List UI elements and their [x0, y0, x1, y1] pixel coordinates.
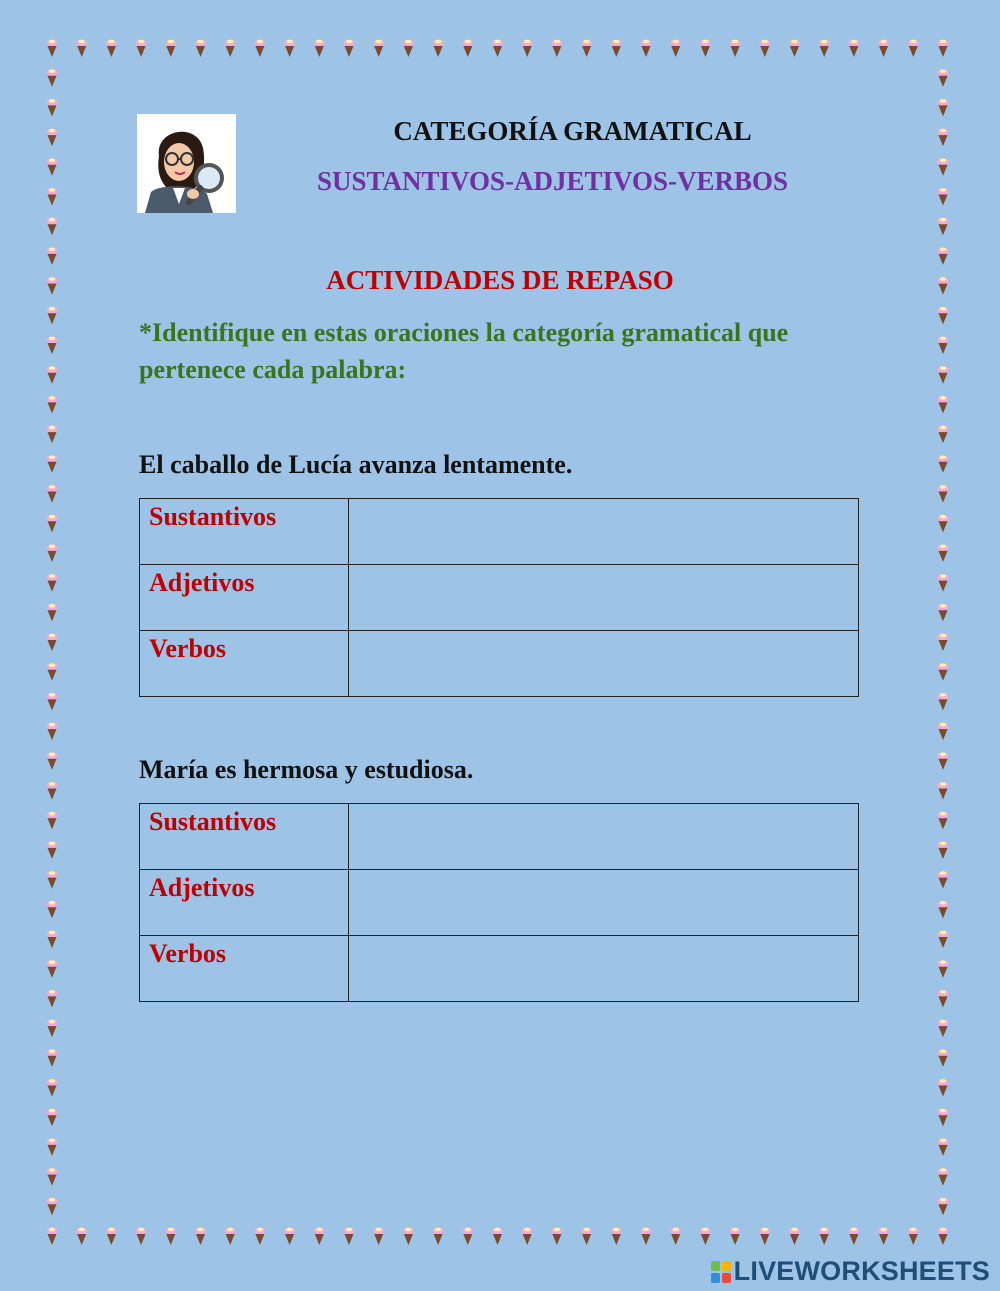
ice-cream-cone-icon [938, 812, 949, 830]
ice-cream-cone-icon [314, 1227, 325, 1245]
category-label: Adjetivos [149, 873, 255, 902]
ice-cream-cone-icon [938, 782, 949, 800]
ice-cream-cone-icon [47, 752, 58, 770]
nouns-answer-field[interactable] [349, 804, 859, 870]
ice-cream-cone-icon [165, 1227, 176, 1245]
exercise-2-table [139, 803, 859, 1002]
ice-cream-cone-icon [819, 39, 830, 57]
ice-cream-cone-icon [47, 158, 58, 176]
ice-cream-cone-icon [47, 544, 58, 562]
ice-cream-cone-icon [938, 1227, 949, 1245]
category-label: Sustantivos [149, 807, 277, 836]
ice-cream-cone-icon [938, 366, 949, 384]
ice-cream-cone-icon [581, 1227, 592, 1245]
ice-cream-cone-icon [47, 99, 58, 117]
ice-cream-cone-icon [47, 1198, 58, 1216]
ice-cream-cone-icon [47, 1138, 58, 1156]
ice-cream-cone-icon [938, 1049, 949, 1067]
ice-cream-cone-icon [938, 426, 949, 444]
category-label: Verbos [149, 634, 227, 663]
ice-cream-cone-icon [195, 1227, 206, 1245]
ice-cream-cone-icon [819, 1227, 830, 1245]
ice-cream-cone-icon [938, 39, 949, 57]
ice-cream-cone-icon [462, 1227, 473, 1245]
ice-cream-cone-icon [492, 1227, 503, 1245]
ice-cream-cone-icon [730, 1227, 741, 1245]
ice-cream-cone-icon [938, 633, 949, 651]
ice-cream-cone-icon [314, 39, 325, 57]
ice-cream-cone-icon [522, 1227, 533, 1245]
ice-cream-cone-icon [47, 990, 58, 1008]
ice-cream-cone-icon [47, 39, 58, 57]
ice-cream-cone-icon [106, 39, 117, 57]
ice-cream-cone-icon [938, 871, 949, 889]
ice-cream-cone-icon [938, 1168, 949, 1186]
ice-cream-cone-icon [47, 485, 58, 503]
adjectives-answer-field[interactable] [349, 565, 859, 631]
ice-cream-cone-icon [938, 1079, 949, 1097]
ice-cream-cone-icon [938, 663, 949, 681]
page-subtitle: SUSTANTIVOS-ADJETIVOS-VERBOS [316, 166, 789, 196]
ice-cream-cone-icon [373, 39, 384, 57]
ice-cream-cone-icon [47, 782, 58, 800]
ice-cream-cone-icon [938, 158, 949, 176]
ice-cream-cone-icon [225, 39, 236, 57]
ice-cream-cone-icon [551, 39, 562, 57]
ice-cream-cone-icon [938, 515, 949, 533]
ice-cream-cone-icon [908, 39, 919, 57]
ice-cream-cone-icon [878, 1227, 889, 1245]
ice-cream-cone-icon [938, 1020, 949, 1038]
verbs-answer-field[interactable] [349, 631, 859, 697]
ice-cream-cone-icon [47, 1227, 58, 1245]
ice-cream-cone-icon [938, 129, 949, 147]
ice-cream-cone-icon [938, 544, 949, 562]
category-label-cell [140, 499, 349, 565]
ice-cream-cone-icon [47, 812, 58, 830]
table-row [140, 870, 859, 936]
page-title: CATEGORÍA GRAMATICAL [393, 116, 752, 146]
ice-cream-cone-icon [938, 1198, 949, 1216]
ice-cream-cone-icon [938, 218, 949, 236]
ice-cream-cone-icon [581, 39, 592, 57]
ice-cream-cone-icon [47, 366, 58, 384]
activity-heading: ACTIVIDADES DE REPASO [326, 265, 674, 295]
ice-cream-cone-icon [47, 188, 58, 206]
ice-cream-cone-icon [284, 39, 295, 57]
ice-cream-cone-icon [462, 39, 473, 57]
ice-cream-cone-icon [47, 426, 58, 444]
ice-cream-cone-icon [611, 39, 622, 57]
ice-cream-cone-icon [47, 930, 58, 948]
ice-cream-cone-icon [254, 1227, 265, 1245]
ice-cream-cone-icon [344, 39, 355, 57]
teacher-avatar-icon [137, 114, 236, 213]
adjectives-answer-field[interactable] [349, 870, 859, 936]
ice-cream-cone-icon [106, 1227, 117, 1245]
ice-cream-cone-icon [47, 1109, 58, 1127]
ice-cream-cone-icon [789, 1227, 800, 1245]
ice-cream-cone-icon [700, 1227, 711, 1245]
ice-cream-cone-icon [938, 455, 949, 473]
ice-cream-cone-icon [373, 1227, 384, 1245]
ice-cream-cone-icon [730, 39, 741, 57]
ice-cream-cone-icon [908, 1227, 919, 1245]
ice-cream-cone-icon [700, 39, 711, 57]
ice-cream-cone-icon [789, 39, 800, 57]
exercise-1-sentence: El caballo de Lucía avanza lentamente. [139, 450, 573, 479]
ice-cream-cone-icon [611, 1227, 622, 1245]
ice-cream-cone-icon [522, 39, 533, 57]
ice-cream-cone-icon [938, 1109, 949, 1127]
ice-cream-cone-icon [938, 485, 949, 503]
ice-cream-cone-icon [165, 39, 176, 57]
ice-cream-cone-icon [195, 39, 206, 57]
ice-cream-cone-icon [641, 1227, 652, 1245]
ice-cream-cone-icon [641, 39, 652, 57]
table-row [140, 804, 859, 870]
ice-cream-cone-icon [136, 39, 147, 57]
ice-cream-cone-icon [938, 841, 949, 859]
ice-cream-cone-icon [938, 396, 949, 414]
table-row [140, 499, 859, 565]
exercise-1-table [139, 498, 859, 697]
ice-cream-cone-icon [76, 1227, 87, 1245]
ice-cream-cone-icon [938, 990, 949, 1008]
category-label: Verbos [149, 939, 227, 968]
table-row [140, 936, 859, 1002]
ice-cream-cone-icon [47, 574, 58, 592]
category-label-cell [140, 870, 349, 936]
liveworksheets-logo-icon [711, 1261, 731, 1283]
ice-cream-cone-icon [225, 1227, 236, 1245]
ice-cream-cone-icon [938, 307, 949, 325]
ice-cream-cone-icon [938, 960, 949, 978]
ice-cream-cone-icon [938, 1138, 949, 1156]
ice-cream-cone-icon [492, 39, 503, 57]
category-label-cell [140, 936, 349, 1002]
ice-cream-cone-icon [403, 39, 414, 57]
ice-cream-cone-icon [551, 1227, 562, 1245]
ice-cream-cone-icon [47, 307, 58, 325]
nouns-answer-field[interactable] [349, 499, 859, 565]
watermark-text: LIVEWORKSHEETS [733, 1256, 990, 1286]
ice-cream-cone-icon [47, 1168, 58, 1186]
ice-cream-cone-icon [938, 69, 949, 87]
ice-cream-cone-icon [938, 188, 949, 206]
ice-cream-cone-icon [47, 1079, 58, 1097]
ice-cream-cone-icon [47, 960, 58, 978]
category-label: Sustantivos [149, 502, 277, 531]
ice-cream-cone-icon [47, 396, 58, 414]
ice-cream-cone-icon [47, 871, 58, 889]
ice-cream-cone-icon [47, 901, 58, 919]
ice-cream-cone-icon [433, 1227, 444, 1245]
ice-cream-cone-icon [47, 1049, 58, 1067]
table-row [140, 631, 859, 697]
ice-cream-cone-icon [47, 69, 58, 87]
ice-cream-cone-icon [344, 1227, 355, 1245]
ice-cream-cone-icon [136, 1227, 147, 1245]
ice-cream-cone-icon [759, 1227, 770, 1245]
ice-cream-cone-icon [47, 129, 58, 147]
ice-cream-cone-icon [47, 604, 58, 622]
ice-cream-cone-icon [254, 39, 265, 57]
ice-cream-cone-icon [433, 39, 444, 57]
table-row [140, 565, 859, 631]
ice-cream-cone-icon [403, 1227, 414, 1245]
ice-cream-cone-icon [938, 247, 949, 265]
ice-cream-cone-icon [938, 723, 949, 741]
ice-cream-cone-icon [670, 1227, 681, 1245]
ice-cream-cone-icon [284, 1227, 295, 1245]
ice-cream-cone-icon [938, 336, 949, 354]
ice-cream-cone-icon [76, 39, 87, 57]
ice-cream-cone-icon [938, 604, 949, 622]
ice-cream-cone-icon [670, 39, 681, 57]
ice-cream-cone-icon [878, 39, 889, 57]
ice-cream-cone-icon [759, 39, 770, 57]
ice-cream-cone-icon [47, 336, 58, 354]
ice-cream-cone-icon [938, 99, 949, 117]
ice-cream-cone-icon [848, 39, 859, 57]
activity-instruction: *Identifique en estas oraciones la categoría gramatical que pertenece cada palabra: [139, 318, 789, 384]
ice-cream-cone-icon [938, 930, 949, 948]
ice-cream-cone-icon [938, 693, 949, 711]
ice-cream-cone-icon [47, 841, 58, 859]
ice-cream-cone-icon [47, 663, 58, 681]
category-label-cell [140, 565, 349, 631]
verbs-answer-field[interactable] [349, 936, 859, 1002]
ice-cream-cone-icon [848, 1227, 859, 1245]
ice-cream-cone-icon [47, 515, 58, 533]
category-label: Adjetivos [149, 568, 255, 597]
ice-cream-cone-icon [938, 901, 949, 919]
ice-cream-cone-icon [47, 247, 58, 265]
ice-cream-cone-icon [47, 693, 58, 711]
ice-cream-cone-icon [47, 455, 58, 473]
category-label-cell [140, 631, 349, 697]
exercise-2-sentence: María es hermosa y estudiosa. [139, 755, 474, 784]
liveworksheets-watermark[interactable] [711, 1256, 990, 1287]
ice-cream-cone-icon [47, 633, 58, 651]
ice-cream-cone-icon [47, 1020, 58, 1038]
category-label-cell [140, 804, 349, 870]
ice-cream-cone-icon [47, 723, 58, 741]
ice-cream-cone-icon [938, 574, 949, 592]
ice-cream-cone-icon [938, 752, 949, 770]
ice-cream-cone-icon [47, 218, 58, 236]
